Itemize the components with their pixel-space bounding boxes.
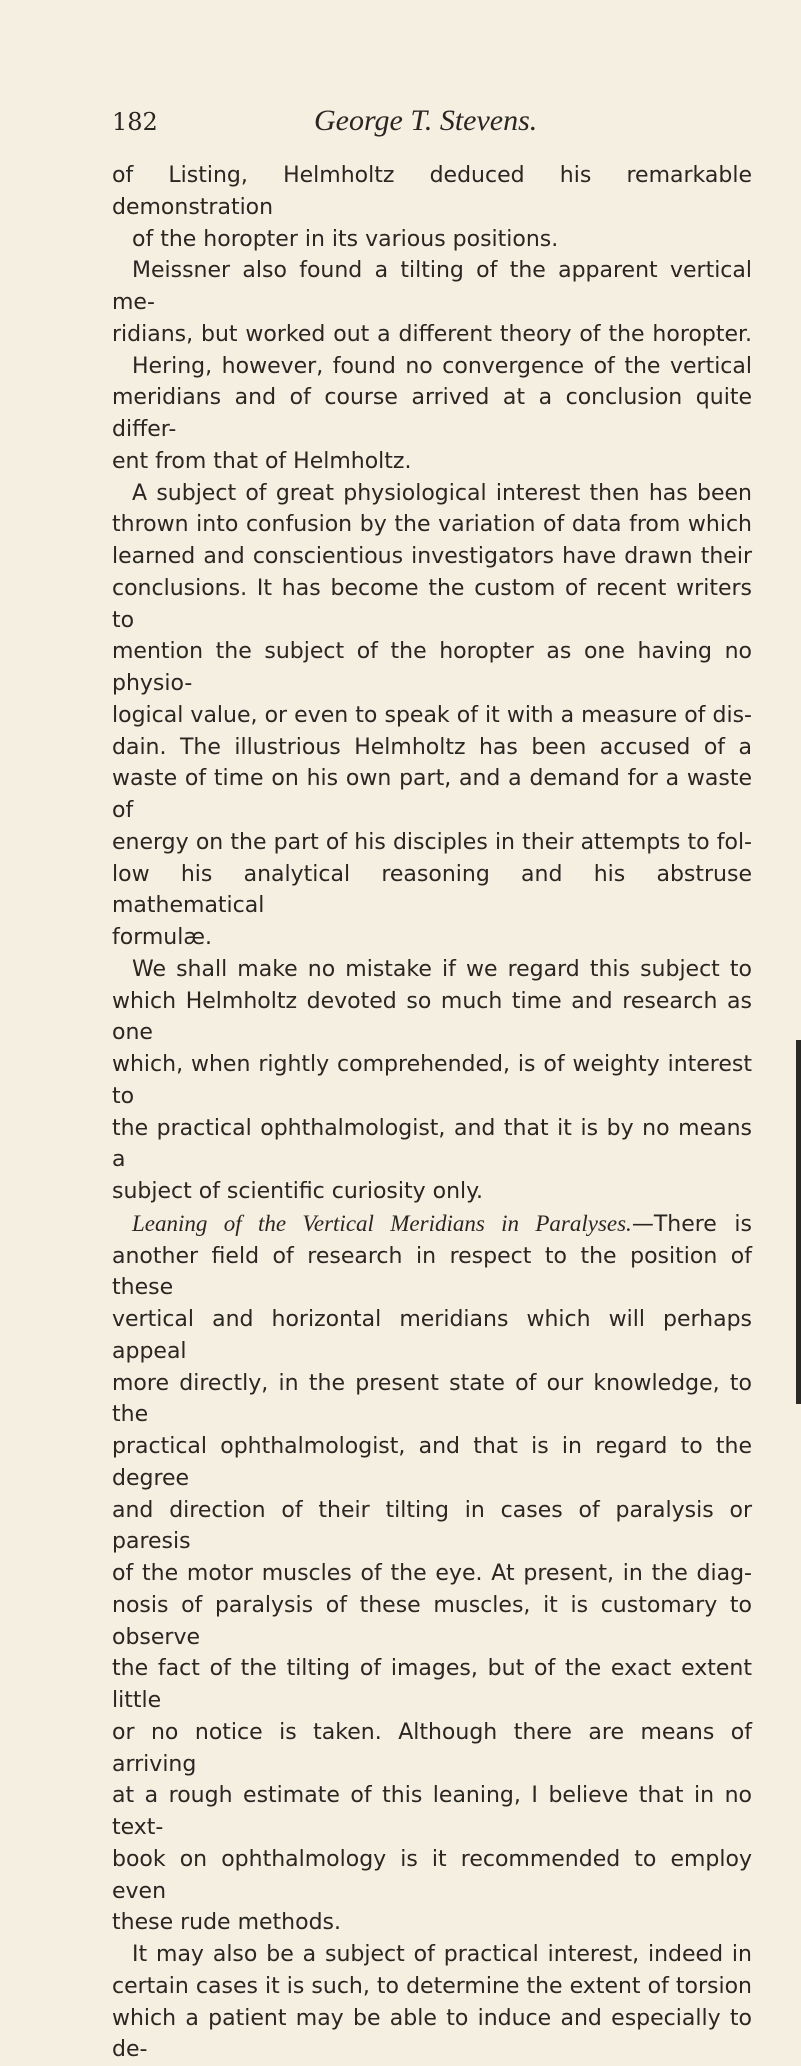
text-line: We shall make no mistake if we regard this subject to <box>112 954 752 986</box>
text-line: ent from that of Helmholtz. <box>112 446 752 478</box>
text-line: of the motor muscles of the eye. At present, in the diag- <box>112 1558 752 1590</box>
text-line: these rude methods. <box>112 1907 752 1939</box>
text-line: logical value, or even to speak of it with a measure of dis- <box>112 700 752 732</box>
text-line: It may also be a subject of practical interest, indeed in <box>112 1939 752 1971</box>
text-line: certain cases it is such, to determine the extent of torsion <box>112 1971 752 2003</box>
text-line: formulæ. <box>112 922 752 954</box>
text-line: of the horopter in its various positions. <box>112 224 752 256</box>
text-line: another field of research in respect to the position of these <box>112 1241 752 1305</box>
text-line: energy on the part of his disciples in their attempts to fol- <box>112 827 752 859</box>
text-line: more directly, in the present state of our knowledge, to the <box>112 1368 752 1432</box>
page-header <box>112 104 752 144</box>
text-line: low his analytical reasoning and his abstruse mathematical <box>112 859 752 923</box>
text-line: or no notice is taken. Although there are means of arriving <box>112 1717 752 1781</box>
section-heading-line <box>112 1208 752 1241</box>
text-line: vertical and horizontal meridians which will perhaps appeal <box>112 1304 752 1368</box>
text-line: nosis of paralysis of these muscles, it is customary to observe <box>112 1590 752 1654</box>
running-title: George T. Stevens. <box>314 104 537 138</box>
text-run: —There is <box>632 1212 752 1237</box>
text-line: book on ophthalmology is it recommended to employ even <box>112 1844 752 1908</box>
text-line: Meissner also found a tilting of the apparent vertical me- <box>112 255 752 319</box>
text-line: of Listing, Helmholtz deduced his remarkable demonstration <box>112 160 752 224</box>
text-line: which, when rightly comprehended, is of weighty interest to <box>112 1049 752 1113</box>
page-number: 182 <box>112 108 158 136</box>
section-heading: Leaning of the Vertical Meridians in Paralyses. <box>132 1211 632 1236</box>
text-line: A subject of great physiological interest then has been <box>112 478 752 510</box>
text-line: thrown into confusion by the variation of data from which <box>112 509 752 541</box>
text-line: the fact of the tilting of images, but of the exact extent little <box>112 1653 752 1717</box>
text-line: which Helmholtz devoted so much time and research as one <box>112 986 752 1050</box>
text-line: practical ophthalmologist, and that is in regard to the degree <box>112 1431 752 1495</box>
text-line: the practical ophthalmologist, and that it is by no means a <box>112 1113 752 1177</box>
text-line: meridians and of course arrived at a conclusion quite differ- <box>112 382 752 446</box>
body-text <box>112 160 752 2066</box>
text-line: subject of scientific curiosity only. <box>112 1176 752 1208</box>
text-line: Hering, however, found no convergence of the vertical <box>112 351 752 383</box>
text-line: mention the subject of the horopter as one having no physio- <box>112 636 752 700</box>
text-line: dain. The illustrious Helmholtz has been accused of a <box>112 732 752 764</box>
text-line: learned and conscientious investigators have drawn their <box>112 541 752 573</box>
text-line: waste of time on his own part, and a demand for a waste of <box>112 763 752 827</box>
text-line: and direction of their tilting in cases of paralysis or paresis <box>112 1495 752 1559</box>
text-line: which a patient may be able to induce and especially to de- <box>112 2003 752 2066</box>
text-line: conclusions. It has become the custom of recent writers to <box>112 573 752 637</box>
page-edge-shadow <box>796 1040 801 1404</box>
text-line: ridians, but worked out a different theory of the horopter. <box>112 319 752 351</box>
text-line: at a rough estimate of this leaning, I believe that in no text- <box>112 1780 752 1844</box>
